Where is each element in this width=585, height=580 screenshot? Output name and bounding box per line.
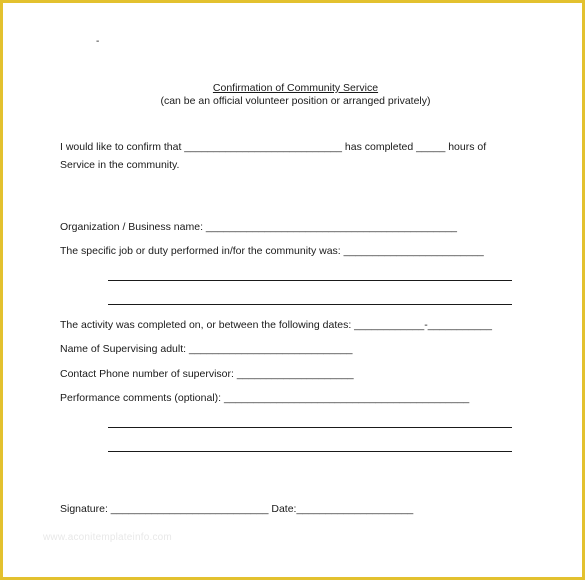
organization-field: Organization / Business name: ___________________________________________ xyxy=(60,221,458,233)
supervisor-phone-field: Contact Phone number of supervisor: ____________________ xyxy=(60,368,354,380)
watermark: www.aconitemplateinfo.com xyxy=(43,532,172,543)
comments-blank-line-2 xyxy=(108,451,512,452)
supervisor-name-field: Name of Supervising adult: ____________________________ xyxy=(60,343,353,355)
job-duty-blank-line-2 xyxy=(108,304,512,305)
signature-date-field: Signature: ___________________________ Date:____________________ xyxy=(60,503,414,515)
confirm-statement-continued: Service in the community. xyxy=(60,159,180,171)
comments-blank-line-1 xyxy=(108,427,512,428)
job-duty-field: The specific job or duty performed in/for the community was: ________________________ xyxy=(60,245,484,257)
document-title: Confirmation of Community Service xyxy=(212,82,379,94)
activity-dates-field: The activity was completed on, or between the following dates: ____________-___________ xyxy=(60,319,492,331)
job-duty-blank-line-1 xyxy=(108,280,512,281)
top-mark: - xyxy=(96,36,100,47)
document-subtitle: (can be an official volunteer position or arranged privately) xyxy=(160,95,431,107)
confirm-statement: I would like to confirm that ___________________________ has completed _____ hours of xyxy=(60,141,487,153)
performance-comments-field: Performance comments (optional): __________________________________________ xyxy=(60,392,470,404)
